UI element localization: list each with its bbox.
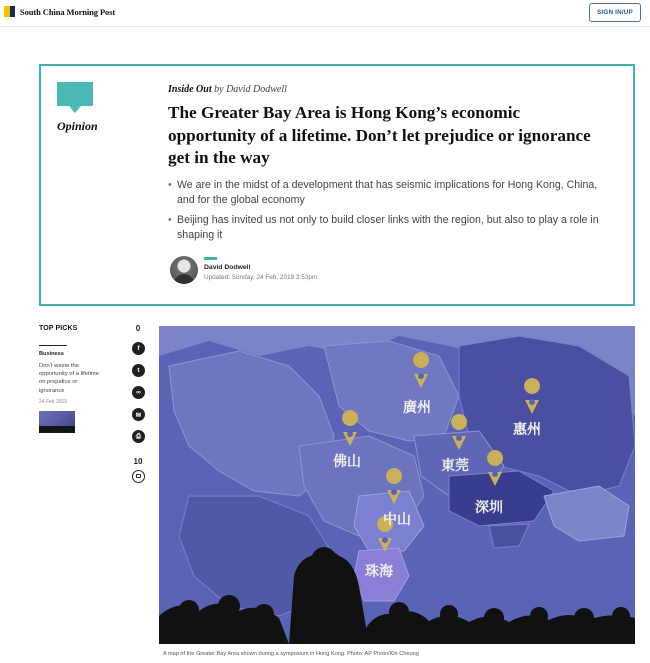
- email-share-button[interactable]: [132, 408, 145, 421]
- article-headline: The Greater Bay Area is Hong Kong’s economic opportunity of a lifetime. Don’t let prejudice or ignorance get in the way: [168, 103, 591, 167]
- twitter-icon: t: [137, 367, 140, 374]
- top-pick-category[interactable]: Business: [39, 351, 64, 357]
- city-label-dongguan: 東莞: [441, 458, 469, 474]
- article-photo[interactable]: [159, 326, 635, 644]
- bullet-icon: •: [168, 179, 172, 191]
- greater-bay-area-map: [159, 326, 635, 644]
- opinion-card: [39, 64, 635, 306]
- summary-list: [168, 178, 608, 248]
- city-label-guangzhou: 廣州: [403, 400, 431, 416]
- sign-in-button[interactable]: SIGN IN/UP: [589, 3, 641, 22]
- comment-icon: [136, 474, 141, 478]
- by-word: by: [214, 84, 224, 95]
- author-accent-bar: [204, 257, 217, 260]
- bullet-icon: •: [168, 214, 172, 226]
- updated-timestamp: Updated: Sunday, 24 Feb, 2019 3:53pm: [204, 274, 318, 281]
- logo-text: South China Morning Post: [20, 6, 116, 17]
- city-label-foshan: 佛山: [333, 454, 361, 470]
- twitter-share-button[interactable]: [132, 364, 145, 377]
- top-pick-date: 24 Feb 2019: [39, 399, 68, 405]
- top-picks-divider: [39, 345, 67, 346]
- city-label-shenzhen: 深圳: [475, 500, 503, 516]
- column-name[interactable]: Inside Out: [168, 84, 212, 95]
- facebook-icon: f: [137, 345, 140, 352]
- byline-author[interactable]: David Dodwell: [226, 84, 287, 95]
- scmp-logo[interactable]: [4, 6, 115, 17]
- byline: [168, 84, 287, 95]
- summary-item: [168, 213, 608, 243]
- opinion-flag-icon: [57, 82, 93, 112]
- copy-link-button[interactable]: [132, 386, 145, 399]
- summary-item: [168, 178, 608, 208]
- site-header: [0, 0, 650, 27]
- top-picks-heading: TOP PICKS: [39, 325, 78, 332]
- author-block: [170, 256, 470, 290]
- comments-button[interactable]: [132, 470, 145, 483]
- logo-mark-icon: [4, 6, 15, 17]
- photo-caption: A map of the Greater Bay Area shown during a symposium in Hong Kong. Photo: AP Photo/Kin Cheung: [163, 651, 419, 657]
- top-pick-thumbnail[interactable]: [39, 411, 75, 433]
- top-pick-title[interactable]: Don’t waste the opportunity of a lifetime on prejudice or ignorance: [39, 363, 99, 394]
- print-button[interactable]: [132, 430, 145, 443]
- city-label-huizhou: 惠州: [513, 422, 541, 438]
- print-icon: ⎙: [135, 432, 142, 440]
- author-avatar[interactable]: [170, 256, 198, 284]
- section-label[interactable]: Opinion: [57, 119, 98, 133]
- summary-text: We are in the midst of a development that has seismic implications for Hong Kong, China, and for the global economy: [177, 179, 598, 206]
- comment-count: 10: [133, 457, 143, 466]
- link-icon: ∞: [136, 389, 141, 396]
- share-count: 0: [135, 324, 141, 333]
- city-label-zhongshan: 中山: [383, 512, 411, 528]
- facebook-share-button[interactable]: [132, 342, 145, 355]
- email-icon: ✉: [135, 411, 142, 419]
- author-name[interactable]: David Dodwell: [204, 264, 251, 271]
- summary-text: Beijing has invited us not only to build closer links with the region, but also to play a role in shaping it: [177, 214, 599, 241]
- city-label-zhuhai: 珠海: [365, 564, 393, 580]
